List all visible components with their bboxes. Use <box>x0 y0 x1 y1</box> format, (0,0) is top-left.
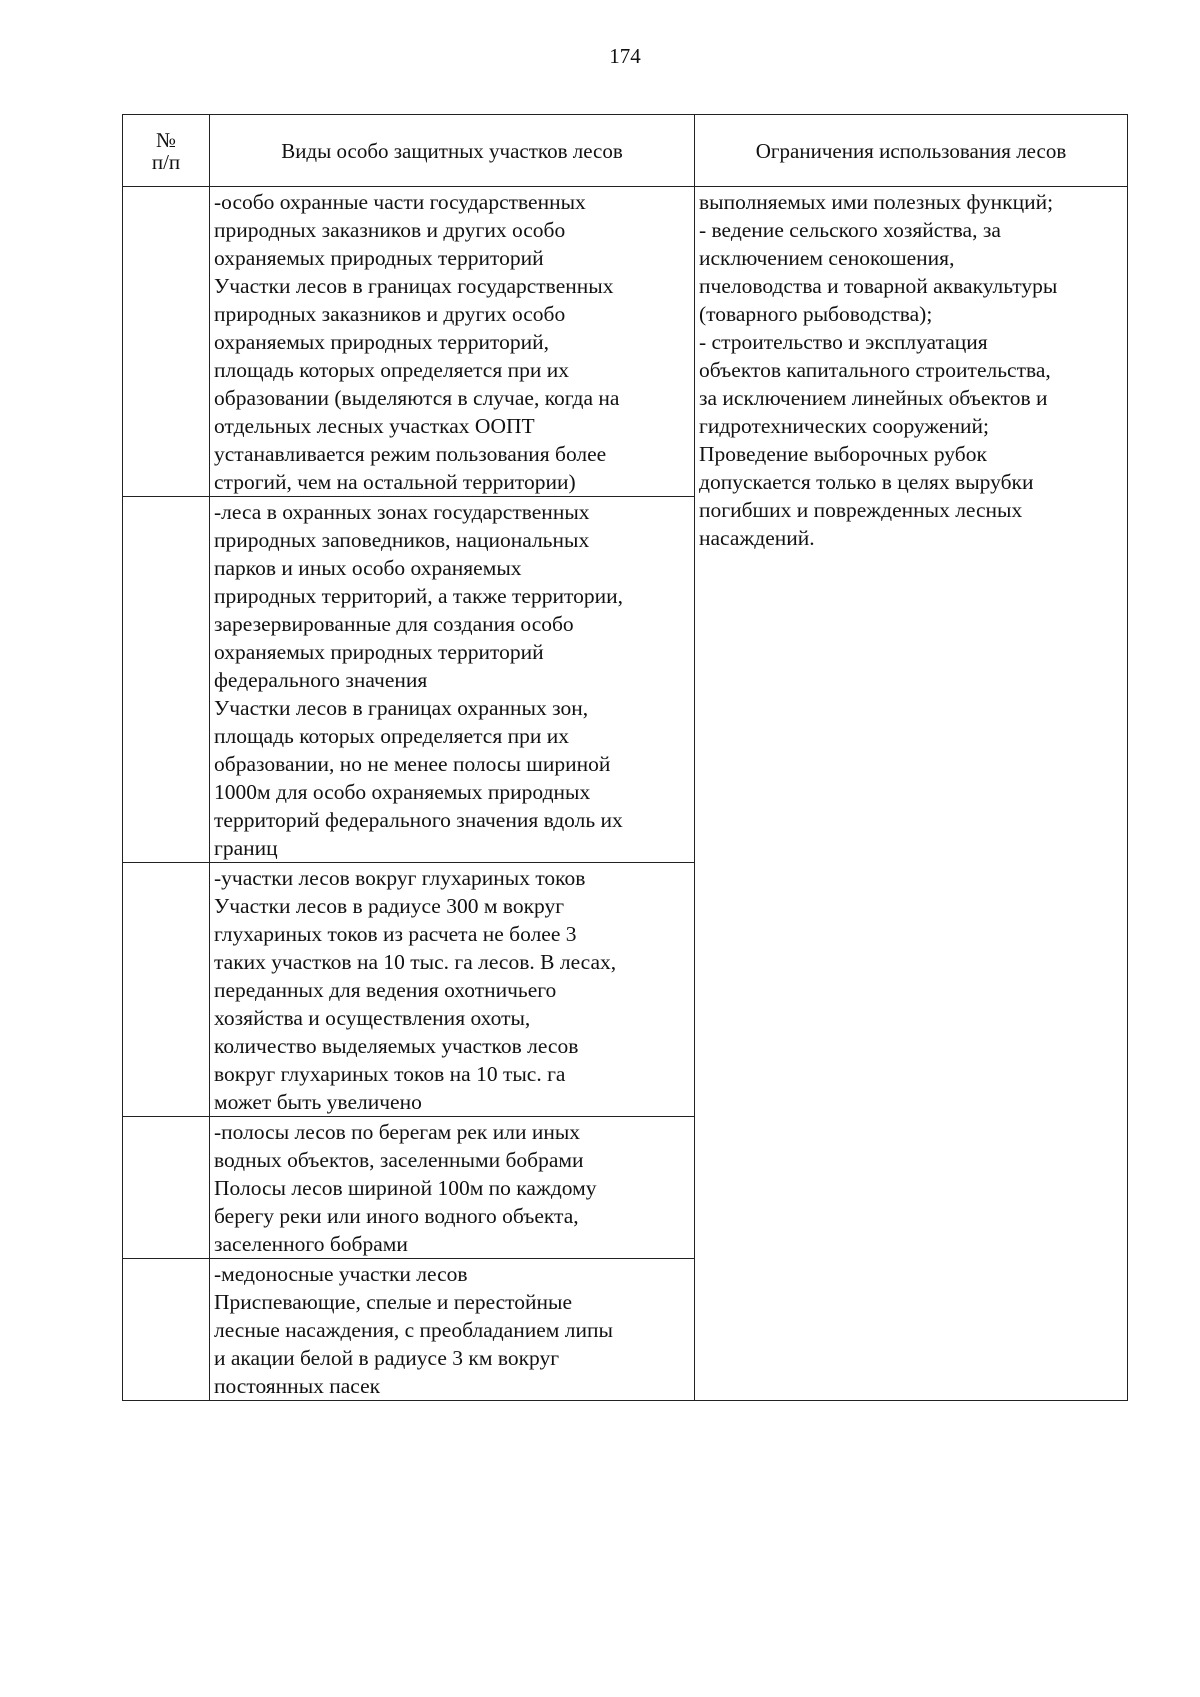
table-row <box>123 187 1128 497</box>
row-number-cell <box>123 187 210 497</box>
page-number: 174 <box>609 44 641 68</box>
header-number: № п/п <box>123 115 210 187</box>
forest-kind-cell: -особо охранные части государственных природных заказников и других особо охраняемых природных территорий Участки лесов в границах государственных природных заказников и других особо охраняемых природных территорий, площадь которых определяется при их образовании (выделяются в случае, когда на отдельных лесных участках ООПТ устанавливается режим пользования более строгий, чем на остальной территории) <box>210 187 695 497</box>
header-use-restrictions: Ограничения использования лесов <box>695 115 1128 187</box>
forest-kind-cell: -леса в охранных зонах государственных природных заповедников, национальных парков и иных особо охраняемых природных территорий, а также территории, зарезервированные для создания особо охраняемых природных территорий федерального значения Участки лесов в границах охранных зон, площадь которых определяется при их образовании, но не менее полосы шириной 1000м для особо охраняемых природных территорий федерального значения вдоль их границ <box>210 497 695 863</box>
forest-kind-cell: -участки лесов вокруг глухариных токов Участки лесов в радиусе 300 м вокруг глухариных токов из расчета не более 3 таких участков на 10 тыс. га лесов. В лесах, переданных для ведения охотничьего хозяйства и осуществления охоты, количество выделяемых участков лесов вокруг глухариных токов на 10 тыс. га может быть увеличено <box>210 863 695 1117</box>
table-header-row <box>123 115 1128 187</box>
row-number-cell <box>123 863 210 1117</box>
restrictions-cell: выполняемых ими полезных функций; - ведение сельского хозяйства, за исключением сенокошения, пчеловодства и товарной аквакультуры (товарного рыбоводства); - строительство и эксплуатация объектов капитального строительства, за исключением линейных объектов и гидротехнических сооружений; Проведение выборочных рубок допускается только в целях вырубки погибших и поврежденных лесных насаждений. <box>695 187 1128 1401</box>
forest-kind-cell: -медоносные участки лесов Приспевающие, спелые и перестойные лесные насаждения, с преобладанием липы и акации белой в радиусе 3 км вокруг постоянных пасек <box>210 1259 695 1401</box>
row-number-cell <box>123 1117 210 1259</box>
forest-kind-cell: -полосы лесов по берегам рек или иных водных объектов, заселенными бобрами Полосы лесов шириной 100м по каждому берегу реки или иного водного объекта, заселенного бобрами <box>210 1117 695 1259</box>
forest-areas-table <box>122 114 1128 1401</box>
row-number-cell <box>123 1259 210 1401</box>
header-forest-kind: Виды особо защитных участков лесов <box>210 115 695 187</box>
row-number-cell <box>123 497 210 863</box>
